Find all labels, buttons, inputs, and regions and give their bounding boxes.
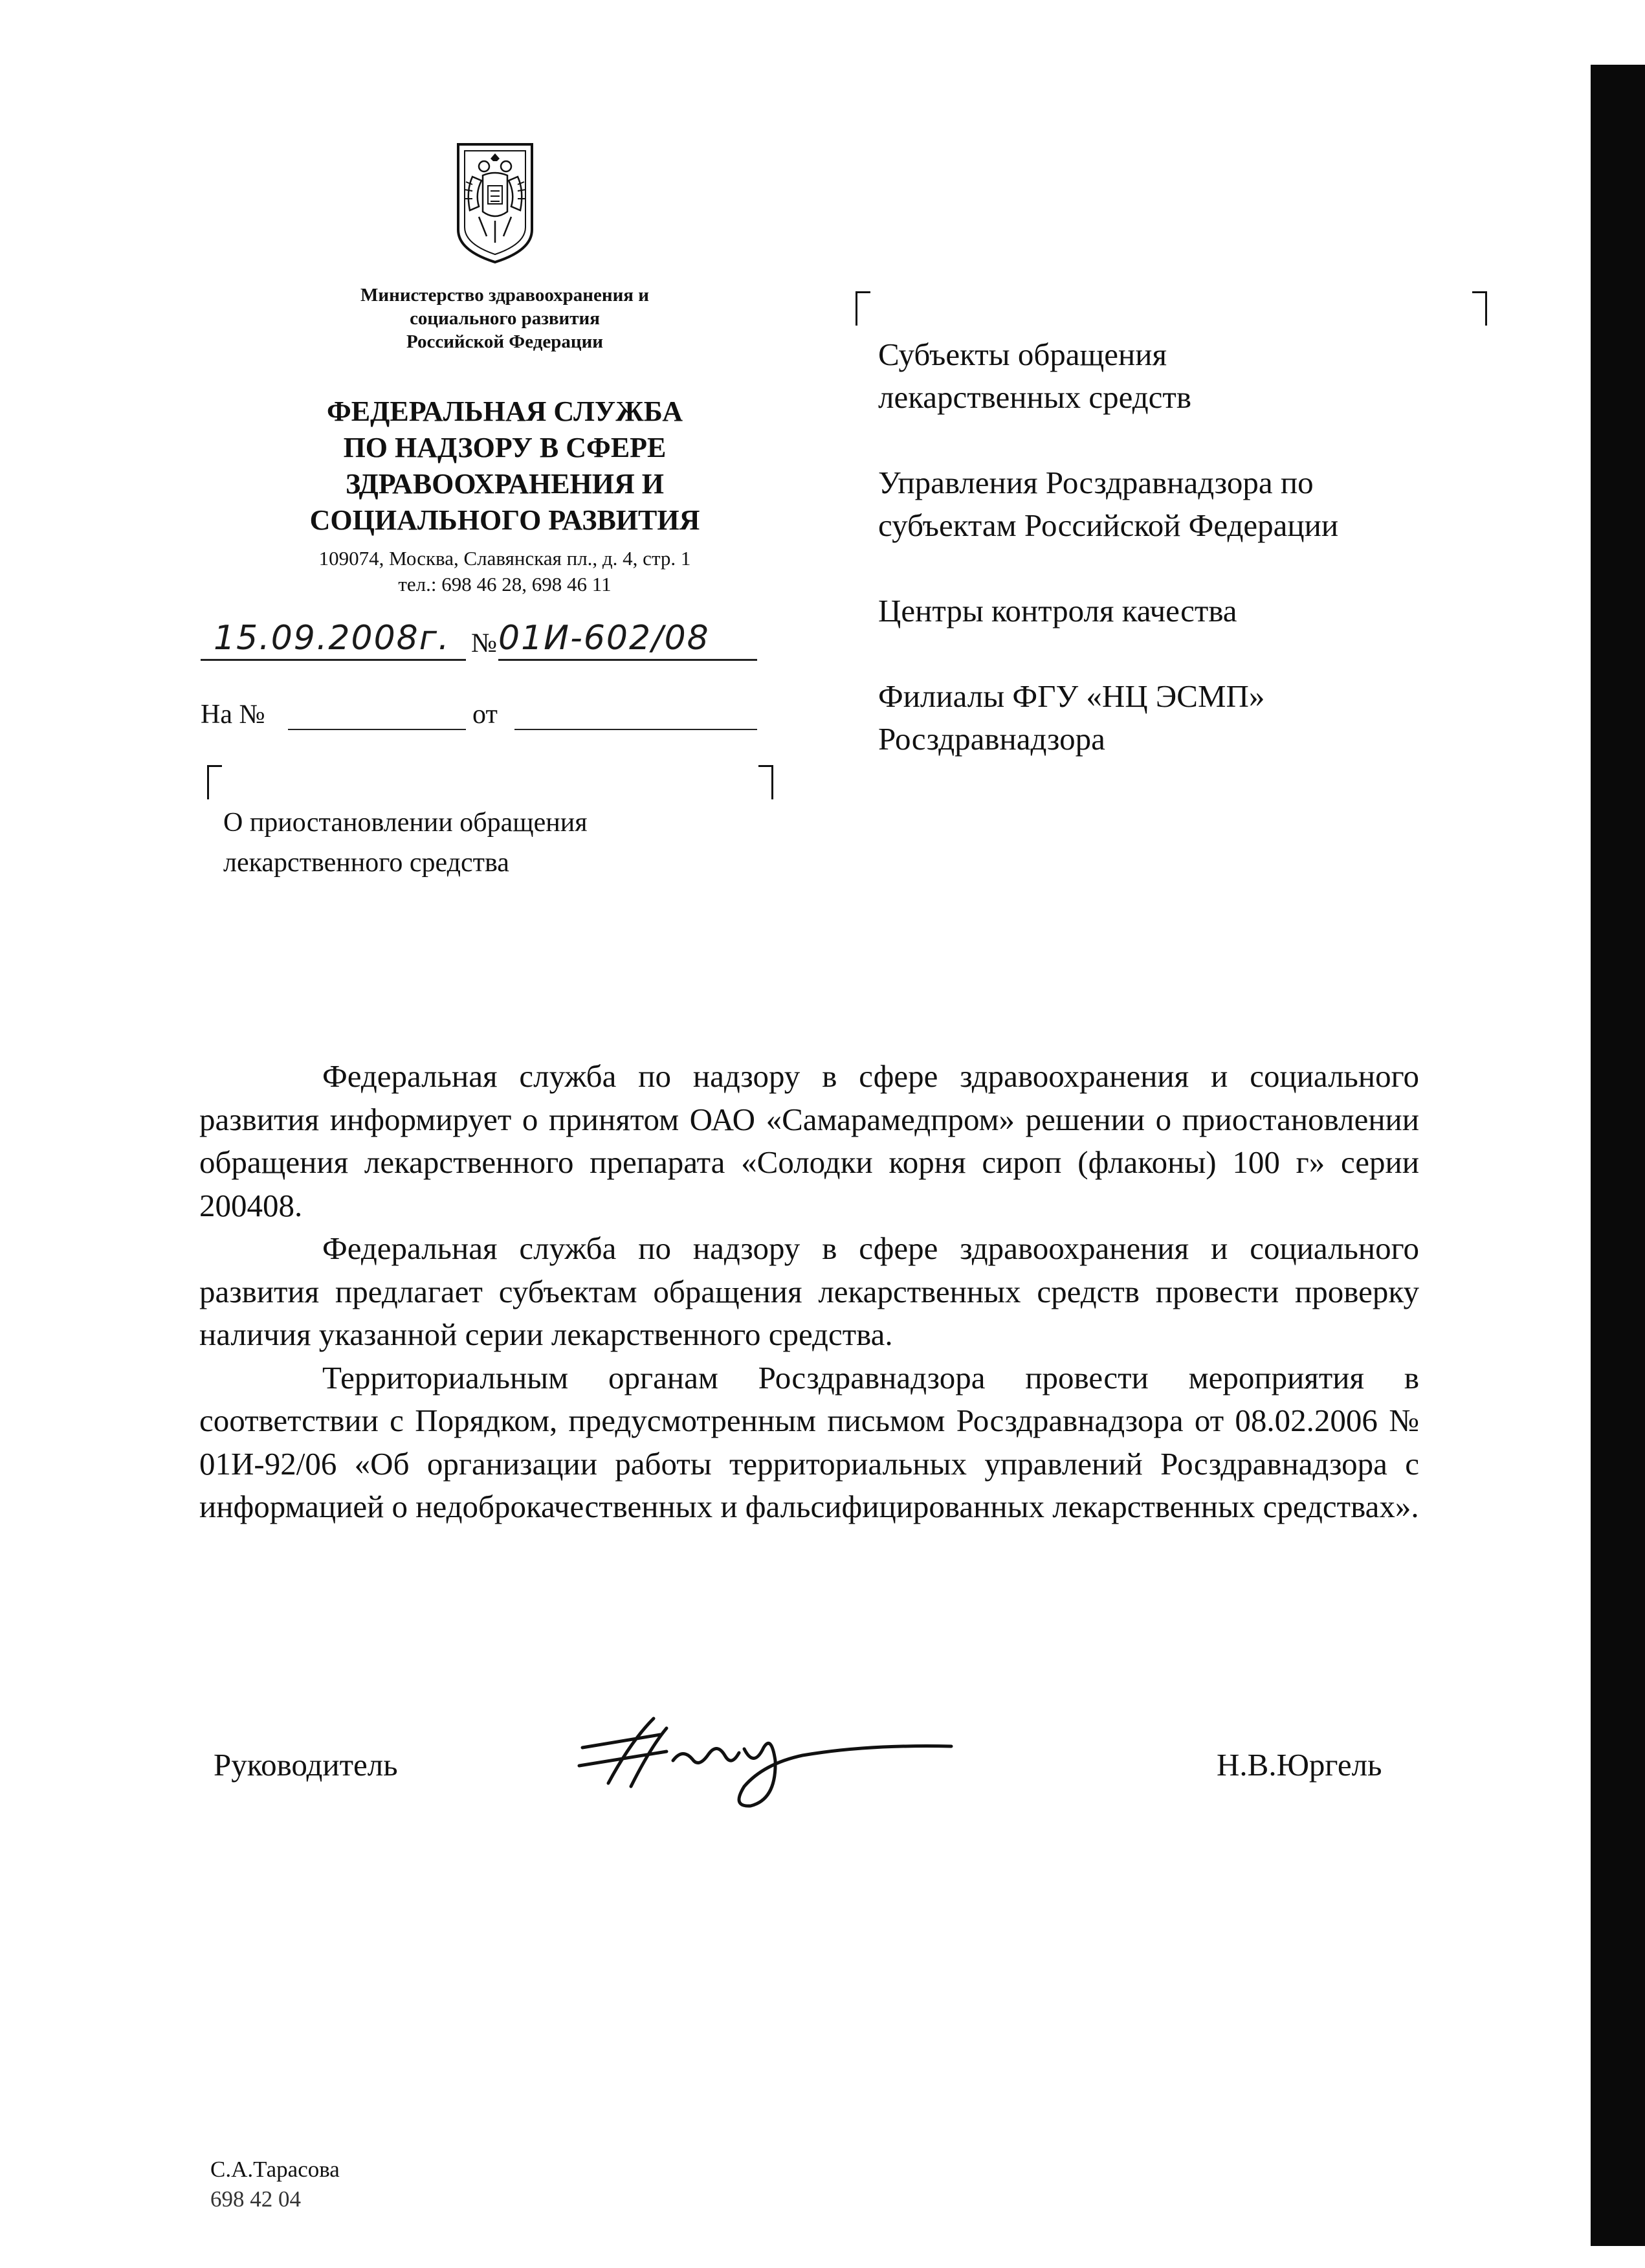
addressee-item: [878, 675, 1577, 761]
service-line: ФЕДЕРАЛЬНАЯ СЛУЖБА: [327, 395, 683, 427]
addressee-item: [878, 590, 1577, 632]
request-number-blank: [288, 729, 466, 730]
service-line: СОЦИАЛЬНОГО РАЗВИТИЯ: [309, 504, 700, 536]
addressee-item: [878, 333, 1577, 419]
request-date-blank: [514, 729, 757, 730]
letter-subject: [223, 803, 806, 883]
addressee-list: [878, 333, 1577, 761]
request-from-label: от: [472, 700, 498, 729]
executor-phone: 698 42 04: [210, 2186, 301, 2212]
service-line: ПО НАДЗОРУ В СФЕРЕ: [343, 432, 667, 463]
addressee-line: Росздравнадзора: [878, 721, 1105, 757]
addressee-line: Субъекты обращения: [878, 337, 1167, 372]
coat-of-arms-icon: [453, 139, 537, 265]
addressee-line: лекарственных средств: [878, 379, 1191, 415]
addressee-line: субъектам Российской Федерации: [878, 507, 1339, 543]
request-reference-line: [201, 698, 757, 737]
phone-line: тел.: 698 46 28, 698 46 11: [398, 573, 612, 595]
service-line: ЗДРАВООХРАНЕНИЯ И: [345, 468, 664, 500]
subject-bracket-left: [207, 765, 222, 799]
ministry-name: [298, 284, 712, 353]
subject-line: лекарственного средства: [223, 848, 509, 878]
document-date: 15.09.2008г.: [214, 619, 450, 658]
ministry-line: Министерство здравоохранения и: [360, 285, 649, 306]
service-address: [246, 546, 764, 597]
subject-line: О приостановлении обращения: [223, 808, 588, 838]
scan-edge-band: [1591, 65, 1645, 2246]
addressee-bracket-right: [1472, 291, 1487, 326]
number-underline: [498, 659, 757, 661]
handwritten-signature: [569, 1709, 958, 1819]
ministry-line: Российской Федерации: [406, 331, 603, 352]
signatory-title: Руководитель: [214, 1747, 398, 1783]
signatory-name: Н.В.Юргель: [1217, 1747, 1382, 1783]
body-paragraph: Федеральная служба по надзору в сфере здравоохранения и социального развития предлагает субъектам обращения лекарственных средств провести проверку наличия указанной серии лекарственного средства.: [199, 1230, 1419, 1352]
addressee-line: Центры контроля качества: [878, 593, 1237, 628]
subject-bracket-right: [758, 765, 773, 799]
letter-body: [199, 1055, 1419, 1529]
addressee-line: Филиалы ФГУ «НЦ ЭСМП»: [878, 678, 1265, 714]
request-number-label: На №: [201, 700, 265, 729]
service-name: [259, 394, 751, 539]
document-number: 01И-602/08: [498, 619, 710, 658]
executor-name: С.А.Тарасова: [210, 2157, 340, 2182]
addressee-line: Управления Росздравнадзора по: [878, 465, 1314, 500]
body-paragraph: Территориальным органам Росздравнадзора провести мероприятия в соответствии с Порядком, предусмотренным письмом Росздравнадзора от 08.02.2006 № 01И-92/06 «Об организации работы территориальных управлений Росздравнадзора с информацией о недоброкачественных и фальсифицированных лекарственных средствах».: [199, 1359, 1419, 1524]
ministry-line: социального развития: [410, 308, 600, 329]
date-underline: [201, 659, 466, 661]
addressee-bracket-left: [856, 291, 870, 326]
number-sign: №: [471, 628, 498, 658]
registration-line: [201, 619, 757, 664]
address-line: 109074, Москва, Славянская пл., д. 4, стр. 1: [318, 547, 691, 570]
addressee-item: [878, 461, 1577, 547]
body-paragraph: Федеральная служба по надзору в сфере здравоохранения и социального развития информирует о принятом ОАО «Самарамедпром» решении о приостановлении обращения лекарственного препарата «Солодки корня сироп (флаконы) 100 г» серии 200408.: [199, 1058, 1419, 1223]
